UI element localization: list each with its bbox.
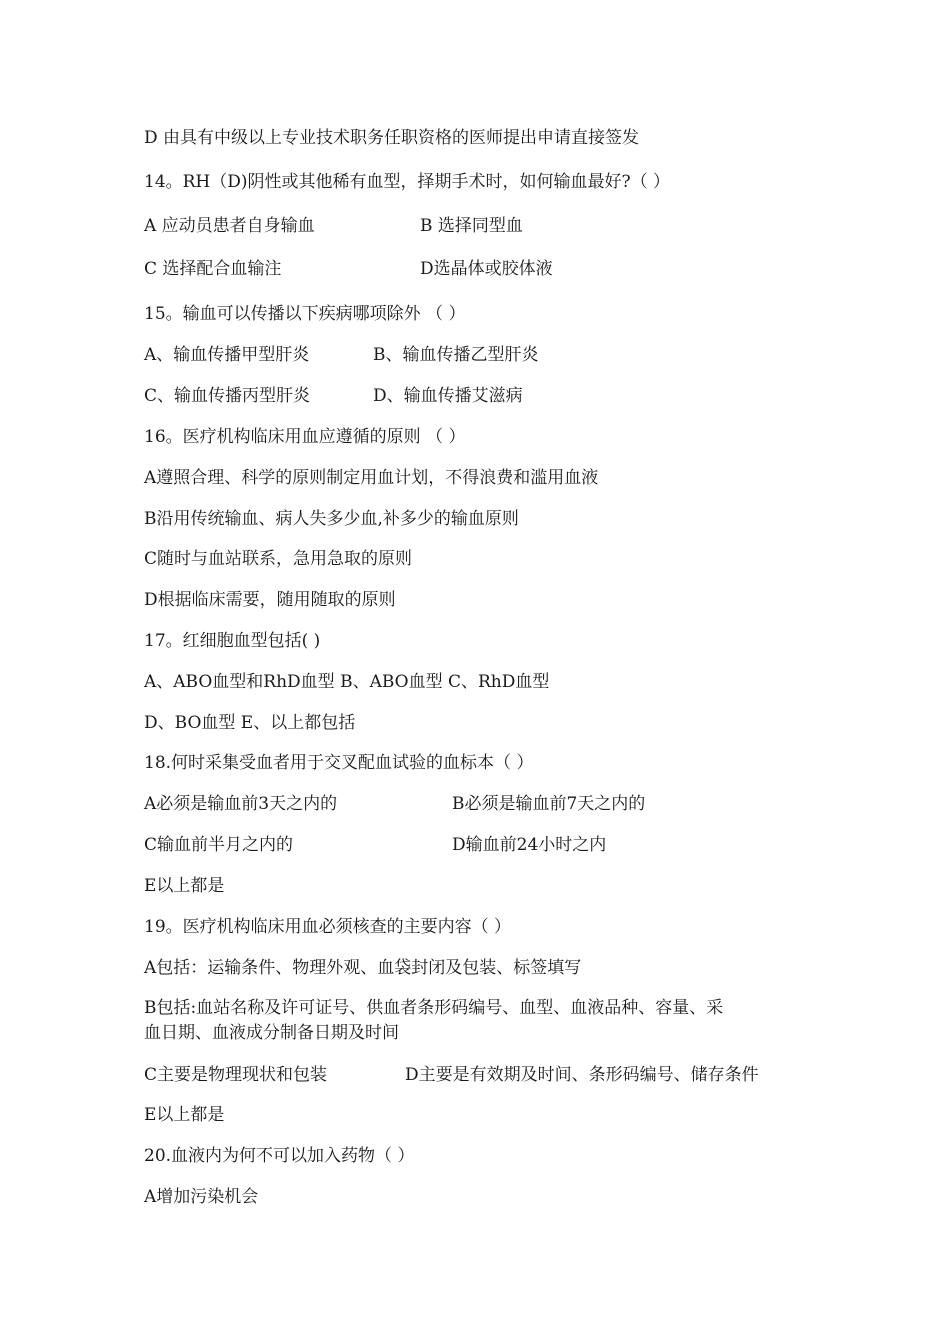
- question-19-option-d: D主要是有效期及时间、条形码编号、储存条件: [405, 1065, 759, 1085]
- question-16-option-a: A遵照合理、科学的原则制定用血计划，不得浪费和滥用血液: [144, 468, 599, 488]
- question-14-option-b: B 选择同型血: [420, 216, 523, 236]
- question-19-option-e: E以上都是: [144, 1105, 225, 1125]
- question-17-options-de: D、BO血型 E、以上都包括: [144, 713, 356, 733]
- question-17: 17。红细胞血型包括( ): [144, 631, 321, 651]
- question-19-option-b-line2: 血日期、血液成分制备日期及时间: [144, 1023, 399, 1043]
- question-18: 18.何时采集受血者用于交叉配血试验的血标本（ ）: [144, 753, 534, 773]
- question-15-option-a: A、输血传播甲型肝炎: [144, 345, 310, 365]
- question-18-option-d: D输血前24小时之内: [452, 835, 607, 855]
- question-18-option-a: A必须是输血前3天之内的: [144, 794, 338, 814]
- question-16-option-b: B沿用传统输血、病人失多少血,补多少的输血原则: [144, 509, 519, 529]
- question-20-option-a: A增加污染机会: [144, 1187, 259, 1207]
- question-14-option-c: C 选择配合血输注: [144, 259, 282, 279]
- question-15-option-b: B、输血传播乙型肝炎: [373, 345, 539, 365]
- question-14-option-d: D选晶体或胶体液: [420, 259, 553, 279]
- question-15-option-c: C、输血传播丙型肝炎: [144, 386, 311, 406]
- question-14-option-a: A 应动员患者自身输血: [144, 216, 315, 236]
- question-14: 14。RH（D)阴性或其他稀有血型，择期手术时，如何输血最好?（ ）: [144, 172, 671, 192]
- question-16-option-d: D根据临床需要，随用随取的原则: [144, 590, 396, 610]
- question-16: 16。医疗机构临床用血应遵循的原则 （ ）: [144, 427, 466, 447]
- question-16-option-c: C随时与血站联系，急用急取的原则: [144, 549, 413, 569]
- question-18-option-c: C输血前半月之内的: [144, 835, 294, 855]
- question-19: 19。医疗机构临床用血必须核查的主要内容（ ）: [144, 917, 512, 937]
- question-17-options-abc: A、ABO血型和RhD血型 B、ABO血型 C、RhD血型: [144, 672, 550, 692]
- question-20: 20.血液内为何不可以加入药物（ ）: [144, 1146, 415, 1166]
- option-d-line: D 由具有中级以上专业技术职务任职资格的医师提出申请直接签发: [144, 128, 640, 148]
- question-18-option-e: E以上都是: [144, 876, 225, 896]
- question-19-option-b-line1: B包括:血站名称及许可证号、供血者条形码编号、血型、血液品种、容量、采: [144, 998, 724, 1018]
- question-15: 15。输血可以传播以下疾病哪项除外 （ ）: [144, 304, 466, 324]
- question-18-option-b: B必须是输血前7天之内的: [452, 794, 646, 814]
- question-15-option-d: D、输血传播艾滋病: [373, 386, 523, 406]
- question-19-option-a: A包括：运输条件、物理外观、血袋封闭及包装、标签填写: [144, 958, 582, 978]
- question-19-option-c: C主要是物理现状和包装: [144, 1065, 328, 1085]
